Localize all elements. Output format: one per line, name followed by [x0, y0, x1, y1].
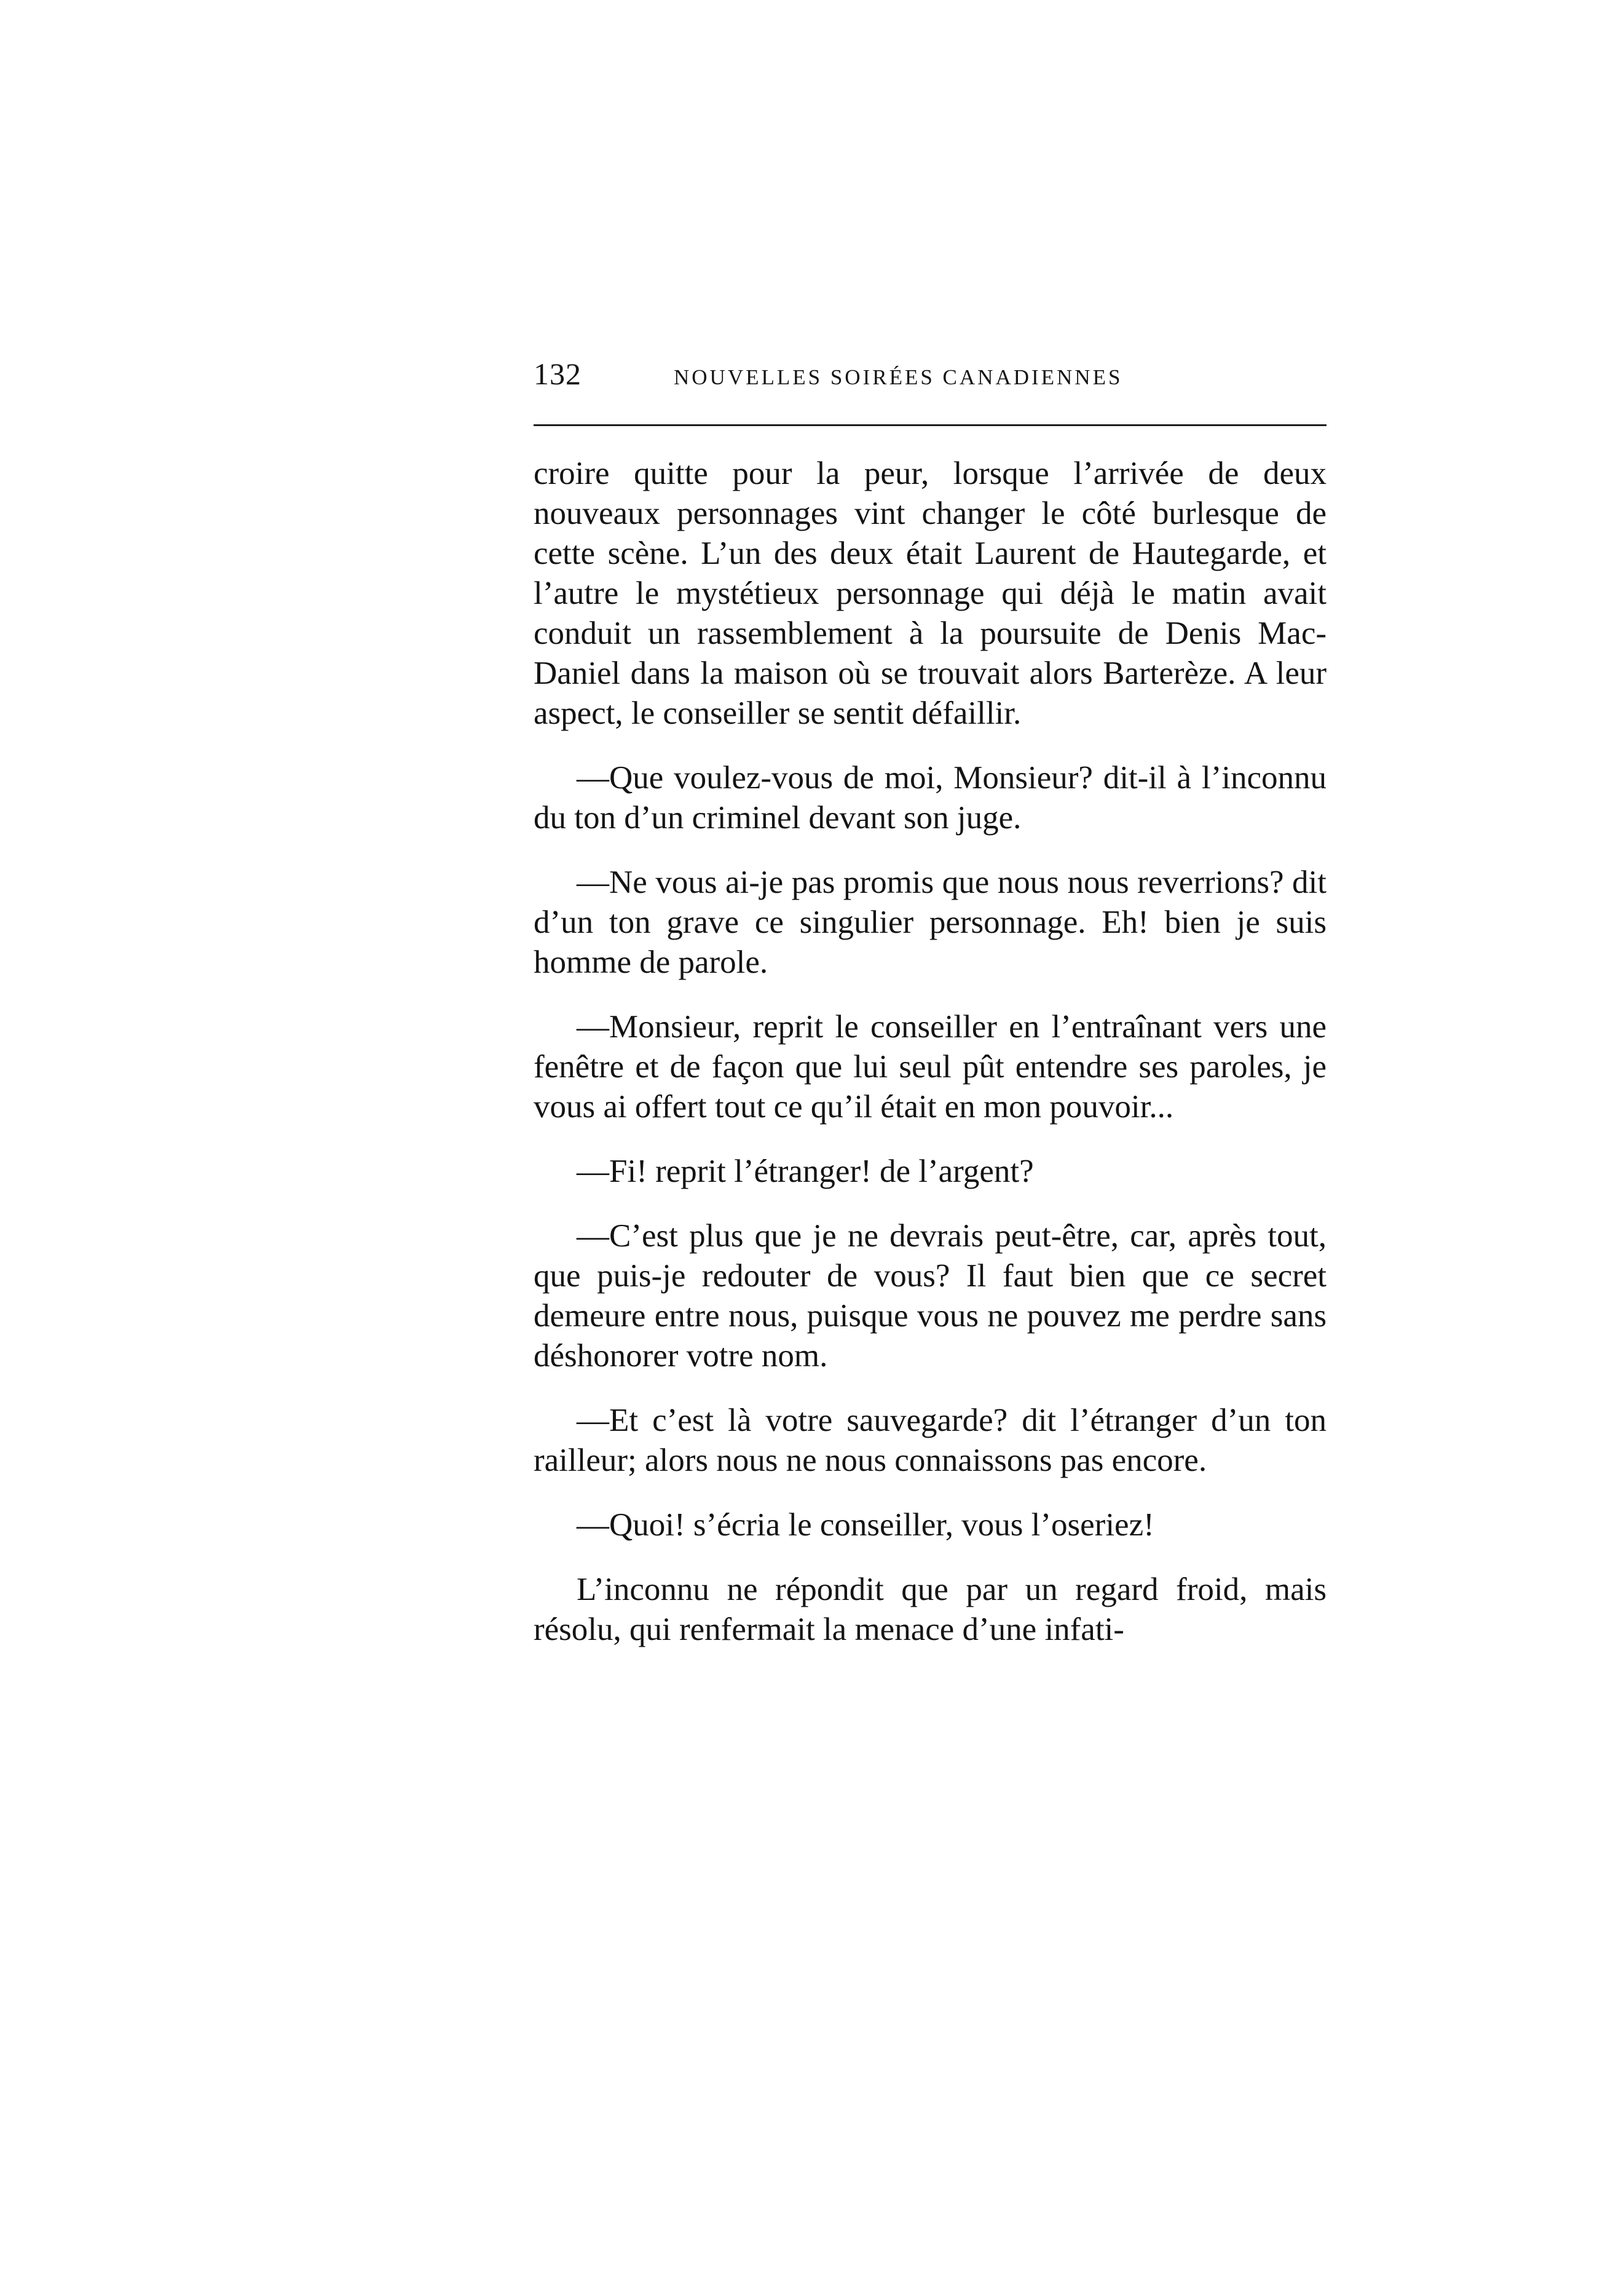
paragraph-dialogue: —Que voulez-vous de moi, Monsieur? dit-il à l’inconnu du ton d’un criminel devant son juge. — [534, 760, 1327, 836]
paragraph-dialogue: —Quoi! s’écria le conseiller, vous l’oseriez! — [577, 1507, 1154, 1543]
body-text — [534, 454, 1327, 1674]
paragraph-dialogue: —Ne vous ai-je pas promis que nous nous reverrions? dit d’un ton grave ce singulier personnage. Eh! bien je suis homme de parole. — [534, 865, 1327, 980]
page-header — [534, 349, 1327, 398]
paragraph-dialogue: —Fi! reprit l’étranger! de l’argent? — [577, 1154, 1034, 1189]
paragraph-continuation: croire quitte pour la peur, lorsque l’arrivée de deux nouveaux personnages vint changer le côté burlesque de cette scène. L’un des deux était Laurent de Hautegarde, et l’autre le mystétieux personnage qui déjà le matin avait conduit un rassemblement à la poursuite de Denis Mac-Daniel dans la maison où se trouvait alors Barterèze. A leur aspect, le conseiller se sentit défaillir. — [534, 456, 1327, 731]
paragraph-dialogue: —Et c’est là votre sauvegarde? dit l’étranger d’un ton railleur; alors nous ne nous connaissons pas encore. — [534, 1403, 1327, 1478]
header-rule — [534, 424, 1327, 426]
paragraph-dialogue: —C’est plus que je ne devrais peut-être, car, après tout, que puis-je redouter de vous? Il faut bien que ce secret demeure entre nous, puisque vous ne pouvez me perdre sans déshonorer votre nom. — [534, 1218, 1327, 1374]
paragraph-narration: L’inconnu ne répondit que par un regard froid, mais résolu, qui renfermait la menace d’une infati- — [534, 1572, 1327, 1647]
paragraph-dialogue: —Monsieur, reprit le conseiller en l’entraînant vers une fenêtre et de façon que lui seul pût entendre ses paroles, je vous ai offert tout ce qu’il était en mon pouvoir... — [534, 1009, 1327, 1125]
page-number: 132 — [534, 357, 582, 391]
running-title: NOUVELLES SOIRÉES CANADIENNES — [674, 365, 1123, 389]
